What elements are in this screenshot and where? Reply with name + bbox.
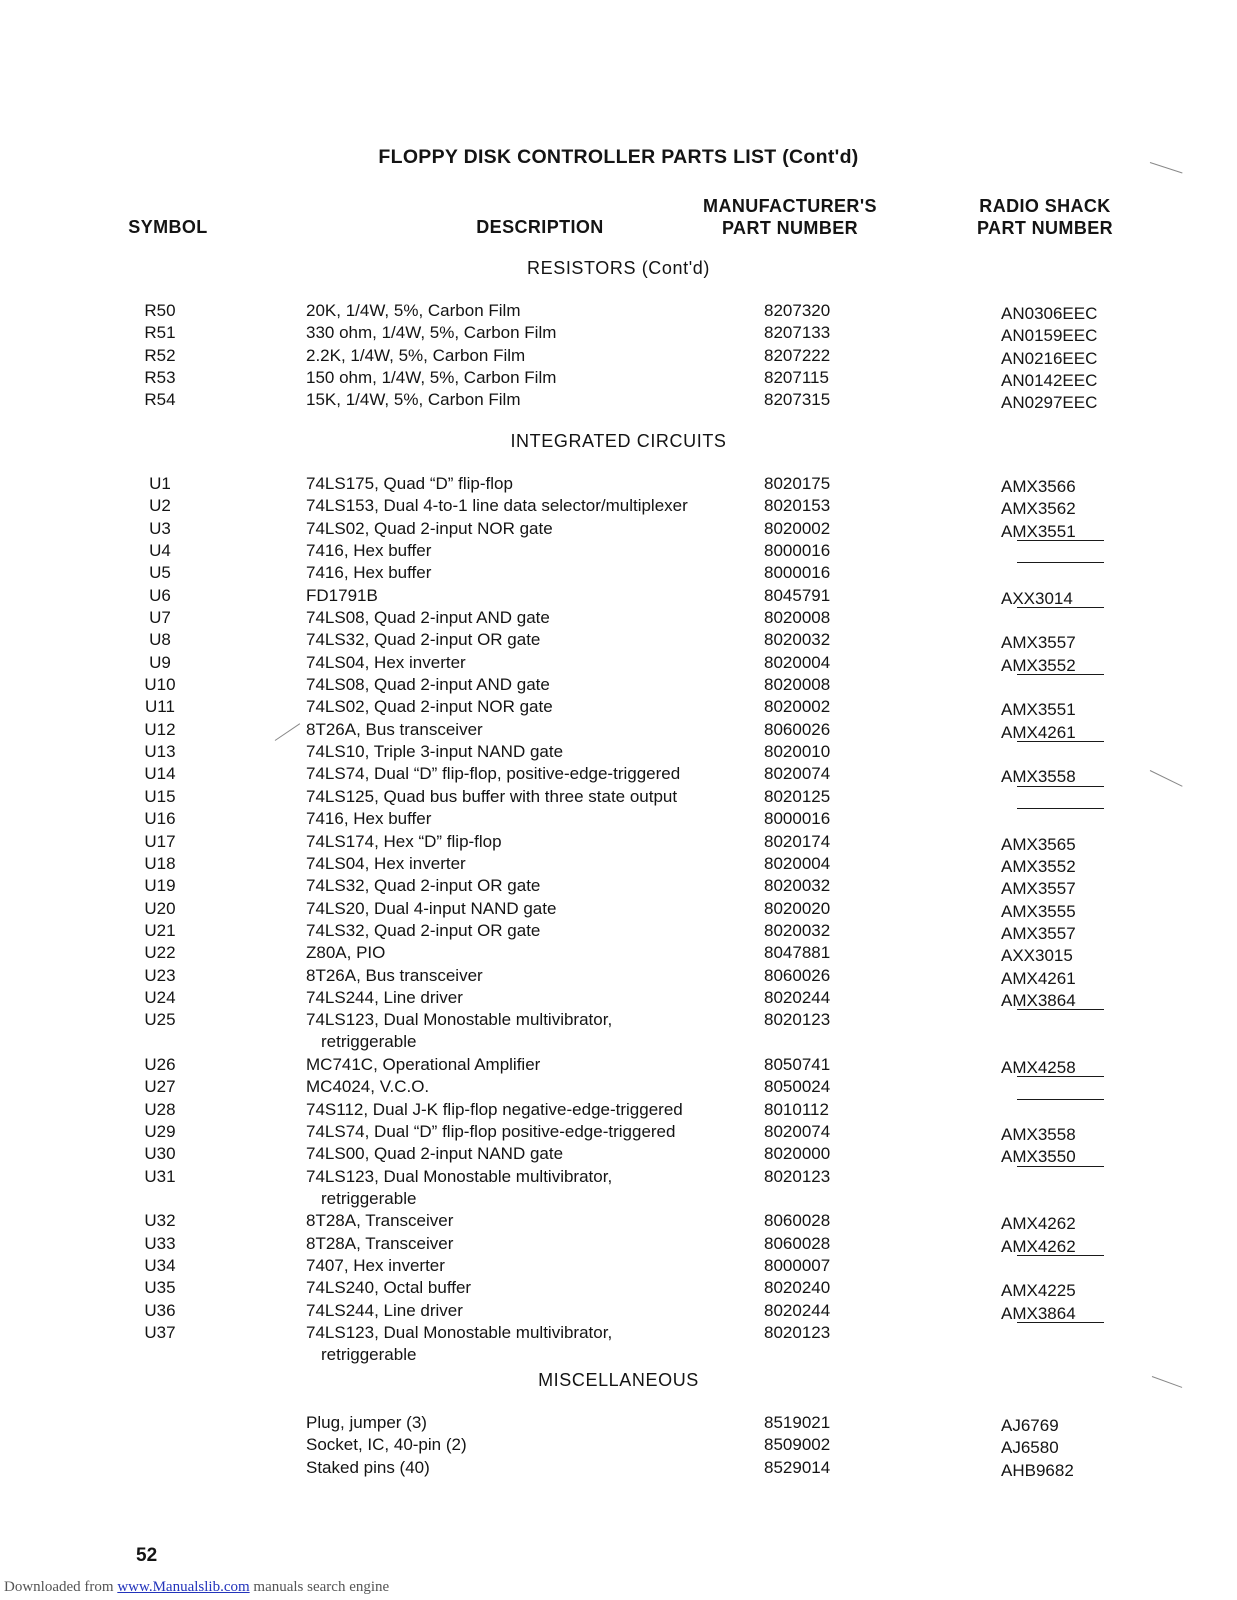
manufacturer-part-number: 8020174 xyxy=(764,831,831,851)
part-description-line: 150 ohm, 1/4W, 5%, Carbon Film xyxy=(306,368,557,388)
part-symbol: U7 xyxy=(149,608,171,628)
part-symbol: U2 xyxy=(149,496,171,516)
radio-shack-part-number: AMX3557 xyxy=(1001,633,1076,653)
manufacturer-part-number: 8020153 xyxy=(764,496,831,516)
part-symbol: U6 xyxy=(149,585,171,605)
no-part-number-dash xyxy=(1017,1076,1104,1077)
part-description-line: 7416, Hex buffer xyxy=(306,541,432,561)
radio-shack-part-number: AXX3015 xyxy=(1001,946,1073,966)
part-symbol: U8 xyxy=(149,630,171,650)
table-row xyxy=(0,719,1237,741)
part-symbol: U28 xyxy=(144,1099,176,1119)
no-part-number-dash xyxy=(1017,808,1104,809)
no-part-number-dash xyxy=(1017,562,1104,563)
manufacturer-part-number: 8020008 xyxy=(764,675,831,695)
manufacturer-part-number: 8020000 xyxy=(764,1144,831,1164)
manufacturer-part-number: 8020010 xyxy=(764,742,831,762)
part-symbol: U15 xyxy=(144,786,176,806)
part-description xyxy=(306,1412,427,1434)
part-description-line: 8T26A, Bus transceiver xyxy=(306,965,483,985)
part-description xyxy=(306,875,540,897)
column-header-description: DESCRIPTION xyxy=(476,217,604,237)
table-row xyxy=(0,1255,1237,1277)
radio-shack-part-number: AMX4261 xyxy=(1001,968,1076,988)
part-symbol: R54 xyxy=(144,390,176,410)
part-description-continuation: retriggerable xyxy=(321,1345,417,1365)
manufacturer-part-number: 8000016 xyxy=(764,809,831,829)
part-symbol: U22 xyxy=(144,943,176,963)
part-symbol: U21 xyxy=(144,920,176,940)
footer-suffix: manuals search engine xyxy=(249,1579,390,1595)
part-description xyxy=(306,1143,563,1165)
column-header-radio-shack-part-number xyxy=(960,195,1130,239)
radio-shack-part-number: AMX3558 xyxy=(1001,1124,1076,1144)
part-description-line: 74LS153, Dual 4-to-1 line data selector/multiplexer xyxy=(306,496,688,516)
manufacturer-part-number: 8509002 xyxy=(764,1435,831,1455)
part-symbol: U18 xyxy=(144,853,176,873)
manufacturer-part-number: 8060026 xyxy=(764,965,831,985)
radio-shack-part-number: AMX3550 xyxy=(1001,1147,1076,1167)
part-description xyxy=(306,1233,453,1255)
radio-shack-part-number: AMX3552 xyxy=(1001,856,1076,876)
part-description-line: 8T28A, Transceiver xyxy=(306,1233,454,1253)
part-description-line: 74LS10, Triple 3-input NAND gate xyxy=(306,742,564,762)
part-description-line: 15K, 1/4W, 5%, Carbon Film xyxy=(306,390,521,410)
part-description-line: 74LS174, Hex “D” flip-flop xyxy=(306,831,502,851)
part-description xyxy=(306,696,553,718)
manufacturer-part-number: 8020175 xyxy=(764,474,831,493)
manufacturer-part-number: 8020008 xyxy=(764,608,831,628)
part-description xyxy=(306,1457,430,1479)
table-row xyxy=(0,1076,1237,1098)
manufacturer-part-number: 8207133 xyxy=(764,323,831,343)
no-part-number-dash xyxy=(1017,1009,1104,1010)
column-header-rs-line1: RADIO SHACK xyxy=(979,196,1111,216)
part-symbol: U37 xyxy=(144,1323,176,1343)
no-part-number-dash xyxy=(1017,674,1104,675)
part-description-line: 74LS74, Dual “D” flip-flop positive-edge-triggered xyxy=(306,1121,676,1141)
manufacturer-part-number: 8060028 xyxy=(764,1233,831,1253)
radio-shack-part-number: AMX3552 xyxy=(1001,655,1076,675)
table-row xyxy=(0,629,1237,651)
parts-table-integrated-circuits xyxy=(0,473,1237,1367)
radio-shack-part-number: AMX3864 xyxy=(1001,1303,1076,1323)
part-description xyxy=(306,987,463,1009)
part-symbol: U13 xyxy=(144,742,176,762)
table-row xyxy=(0,763,1237,785)
part-description-line: 74LS32, Quad 2-input OR gate xyxy=(306,630,541,650)
manufacturer-part-number: 8020004 xyxy=(764,853,831,873)
radio-shack-part-number: AMX4262 xyxy=(1001,1236,1076,1256)
radio-shack-part-number: AMX4225 xyxy=(1001,1281,1076,1301)
part-description-line: Z80A, PIO xyxy=(306,943,386,963)
part-description-line: 7416, Hex buffer xyxy=(306,563,432,583)
manufacturer-part-number: 8207222 xyxy=(764,345,831,365)
table-row xyxy=(0,987,1237,1009)
table-row xyxy=(0,607,1237,629)
part-description-line: 74LS08, Quad 2-input AND gate xyxy=(306,675,550,695)
table-row xyxy=(0,322,1237,344)
part-description-line: 8T26A, Bus transceiver xyxy=(306,719,483,739)
table-row xyxy=(0,831,1237,853)
part-description xyxy=(306,345,525,367)
table-row xyxy=(0,518,1237,540)
part-description xyxy=(306,540,431,562)
part-description-line: 74LS20, Dual 4-input NAND gate xyxy=(306,898,557,918)
part-description xyxy=(306,741,563,763)
part-description xyxy=(306,607,550,629)
table-row xyxy=(0,1412,1237,1434)
radio-shack-part-number: AN0297EEC xyxy=(1001,393,1098,413)
section-heading-miscellaneous: MISCELLANEOUS xyxy=(538,1370,699,1390)
part-description-line: 74LS244, Line driver xyxy=(306,1300,463,1320)
table-row xyxy=(0,898,1237,920)
table-row xyxy=(0,540,1237,562)
radio-shack-part-number: AN0159EEC xyxy=(1001,326,1098,346)
radio-shack-part-number: AMX4258 xyxy=(1001,1057,1076,1077)
part-description xyxy=(306,763,680,785)
part-description xyxy=(306,1210,453,1232)
radio-shack-part-number: AMX3565 xyxy=(1001,834,1076,854)
part-description-line: 2.2K, 1/4W, 5%, Carbon Film xyxy=(306,345,526,365)
footer-link[interactable]: www.Manualslib.com xyxy=(117,1579,250,1595)
part-symbol: U20 xyxy=(144,898,176,918)
table-row xyxy=(0,300,1237,322)
no-part-number-dash xyxy=(1017,1099,1104,1100)
manufacturer-part-number: 8529014 xyxy=(764,1457,831,1477)
table-row xyxy=(0,696,1237,718)
part-description-line: 74LS123, Dual Monostable multivibrator, xyxy=(306,1010,613,1030)
part-symbol: U35 xyxy=(144,1278,176,1298)
part-description xyxy=(306,1121,675,1143)
part-description-line: Socket, IC, 40-pin (2) xyxy=(306,1435,467,1455)
no-part-number-dash xyxy=(1017,1322,1104,1323)
part-description-line: FD1791B xyxy=(306,585,378,605)
manufacturer-part-number: 8000007 xyxy=(764,1256,831,1276)
part-description-line: MC4024, V.C.O. xyxy=(306,1077,430,1097)
table-row xyxy=(0,808,1237,830)
table-row xyxy=(0,1009,1237,1054)
part-description-line: 74LS32, Quad 2-input OR gate xyxy=(306,876,541,896)
part-description xyxy=(306,389,520,411)
radio-shack-part-number: AN0142EEC xyxy=(1001,371,1098,391)
part-symbol: U36 xyxy=(144,1300,176,1320)
radio-shack-part-number: AMX4261 xyxy=(1001,722,1076,742)
part-symbol: U19 xyxy=(144,876,176,896)
part-description-line: 330 ohm, 1/4W, 5%, Carbon Film xyxy=(306,323,557,343)
table-row xyxy=(0,1434,1237,1456)
footer-prefix: Downloaded from xyxy=(4,1579,118,1595)
part-description xyxy=(306,831,502,853)
part-description xyxy=(306,1255,445,1277)
part-description-line: 7416, Hex buffer xyxy=(306,809,432,829)
table-row xyxy=(0,652,1237,674)
table-row xyxy=(0,1233,1237,1255)
part-description xyxy=(306,1166,612,1210)
part-symbol: U33 xyxy=(144,1233,176,1253)
manufacturer-part-number: 8020240 xyxy=(764,1278,831,1298)
table-row xyxy=(0,942,1237,964)
part-symbol: U3 xyxy=(149,518,171,538)
radio-shack-part-number: AMX4262 xyxy=(1001,1214,1076,1234)
manufacturer-part-number: 8020123 xyxy=(764,1166,831,1186)
manufacturer-part-number: 8020002 xyxy=(764,518,831,538)
parts-table-resistors xyxy=(0,300,1237,412)
part-symbol: U17 xyxy=(144,831,176,851)
manufacturer-part-number: 8050741 xyxy=(764,1054,831,1074)
no-part-number-dash xyxy=(1017,786,1104,787)
part-symbol: U34 xyxy=(144,1256,176,1276)
part-symbol: U11 xyxy=(145,697,175,717)
column-header-mfr-line1: MANUFACTURER'S xyxy=(703,196,877,216)
manufacturer-part-number: 8050024 xyxy=(764,1077,831,1097)
manufacturer-part-number: 8020074 xyxy=(764,1121,831,1141)
part-description-line: 74LS125, Quad bus buffer with three state output xyxy=(306,786,678,806)
part-symbol: U29 xyxy=(144,1121,176,1141)
manufacturer-part-number: 8020032 xyxy=(764,876,831,896)
part-description-continuation: retriggerable xyxy=(321,1032,417,1052)
part-description-line: MC741C, Operational Amplifier xyxy=(306,1054,541,1074)
manufacturer-part-number: 8020004 xyxy=(764,652,831,672)
part-symbol: U32 xyxy=(144,1211,176,1231)
table-row xyxy=(0,389,1237,411)
manufacturer-part-number: 8020020 xyxy=(764,898,831,918)
part-description xyxy=(306,965,483,987)
part-description xyxy=(306,1076,429,1098)
manufacturer-part-number: 8020074 xyxy=(764,764,831,784)
column-header-symbol: SYMBOL xyxy=(128,217,208,237)
table-row xyxy=(0,1277,1237,1299)
radio-shack-part-number: AHB9682 xyxy=(1001,1460,1074,1480)
table-row xyxy=(0,1099,1237,1121)
table-row xyxy=(0,473,1237,495)
table-row xyxy=(0,853,1237,875)
manufacturer-part-number: 8047881 xyxy=(764,943,831,963)
table-row xyxy=(0,1210,1237,1232)
section-heading-resistors: RESISTORS (Cont'd) xyxy=(527,258,710,278)
no-part-number-dash xyxy=(1017,1255,1104,1256)
part-description xyxy=(306,920,540,942)
part-symbol: U14 xyxy=(144,764,176,784)
part-description xyxy=(306,719,483,741)
radio-shack-part-number: AJ6580 xyxy=(1001,1438,1059,1458)
radio-shack-part-number: AXX3014 xyxy=(1001,588,1073,608)
parts-table-miscellaneous xyxy=(0,1412,1237,1479)
table-row xyxy=(0,562,1237,584)
part-symbol: U23 xyxy=(144,965,176,985)
part-description xyxy=(306,1300,463,1322)
manufacturer-part-number: 8519021 xyxy=(764,1413,831,1432)
radio-shack-part-number: AJ6769 xyxy=(1001,1416,1059,1435)
page-number: 52 xyxy=(136,1545,158,1566)
radio-shack-part-number: AMX3562 xyxy=(1001,499,1076,519)
part-description-line: 74LS244, Line driver xyxy=(306,987,463,1007)
part-description xyxy=(306,629,540,651)
part-description-line: Plug, jumper (3) xyxy=(306,1413,427,1432)
table-row xyxy=(0,1457,1237,1479)
part-description xyxy=(306,808,431,830)
manufacturer-part-number: 8060028 xyxy=(764,1211,831,1231)
radio-shack-part-number: AMX3557 xyxy=(1001,879,1076,899)
part-description xyxy=(306,1434,467,1456)
part-description xyxy=(306,674,550,696)
manufacturer-part-number: 8207320 xyxy=(764,301,831,320)
no-part-number-dash xyxy=(1017,540,1104,541)
part-description-line: 74LS175, Quad “D” flip-flop xyxy=(306,474,513,493)
part-symbol: U9 xyxy=(149,652,171,672)
part-symbol: U10 xyxy=(144,675,176,695)
part-description xyxy=(306,1009,612,1053)
table-row xyxy=(0,1143,1237,1165)
part-description-line: 74LS08, Quad 2-input AND gate xyxy=(306,608,550,628)
part-description-line: 20K, 1/4W, 5%, Carbon Film xyxy=(306,301,521,320)
part-symbol: U4 xyxy=(149,541,171,561)
table-row xyxy=(0,585,1237,607)
part-symbol: U31 xyxy=(144,1166,176,1186)
part-description xyxy=(306,367,556,389)
manufacturer-part-number: 8020123 xyxy=(764,1323,831,1343)
table-row xyxy=(0,1166,1237,1211)
part-description xyxy=(306,786,677,808)
part-symbol: R53 xyxy=(144,368,176,388)
part-description-line: Staked pins (40) xyxy=(306,1457,430,1477)
part-description xyxy=(306,585,378,607)
download-footer xyxy=(4,1579,389,1596)
table-row xyxy=(0,1322,1237,1367)
manufacturer-part-number: 8000016 xyxy=(764,563,831,583)
part-description-line: 74LS123, Dual Monostable multivibrator, xyxy=(306,1323,613,1343)
part-symbol: R51 xyxy=(144,323,176,343)
part-description xyxy=(306,300,520,322)
part-symbol: U30 xyxy=(144,1144,176,1164)
radio-shack-part-number: AMX3551 xyxy=(1001,521,1076,541)
column-header-mfr-line2: PART NUMBER xyxy=(721,218,859,238)
part-symbol: U1 xyxy=(149,474,171,493)
part-description xyxy=(306,1099,683,1121)
column-header-manufacturer-part-number xyxy=(690,195,890,239)
part-description-line: 74LS74, Dual “D” flip-flop, positive-edge-triggered xyxy=(306,764,681,784)
manufacturer-part-number: 8020244 xyxy=(764,1300,831,1320)
part-description-line: 74LS123, Dual Monostable multivibrator, xyxy=(306,1166,613,1186)
manufacturer-part-number: 8020032 xyxy=(764,920,831,940)
part-description xyxy=(306,1322,612,1366)
part-description-line: 74LS00, Quad 2-input NAND gate xyxy=(306,1144,564,1164)
manufacturer-part-number: 8020002 xyxy=(764,697,831,717)
part-description-line: 74LS02, Quad 2-input NOR gate xyxy=(306,518,553,538)
table-row xyxy=(0,345,1237,367)
part-description xyxy=(306,473,513,495)
radio-shack-part-number: AN0216EEC xyxy=(1001,348,1098,368)
part-symbol: U26 xyxy=(144,1054,176,1074)
part-symbol: R50 xyxy=(144,301,176,320)
manufacturer-part-number: 8207115 xyxy=(764,368,829,388)
table-row xyxy=(0,1054,1237,1076)
part-description xyxy=(306,562,431,584)
table-row xyxy=(0,786,1237,808)
table-row xyxy=(0,367,1237,389)
manufacturer-part-number: 8000016 xyxy=(764,541,831,561)
part-symbol: U25 xyxy=(144,1010,176,1030)
table-row xyxy=(0,741,1237,763)
part-description xyxy=(306,322,556,344)
part-description xyxy=(306,518,553,540)
table-row xyxy=(0,965,1237,987)
part-description xyxy=(306,652,466,674)
manufacturer-part-number: 8020244 xyxy=(764,987,831,1007)
radio-shack-part-number: AMX3557 xyxy=(1001,923,1076,943)
table-row xyxy=(0,674,1237,696)
table-row xyxy=(0,875,1237,897)
manufacturer-part-number: 8207315 xyxy=(764,390,831,410)
manufacturer-part-number: 8060026 xyxy=(764,719,831,739)
radio-shack-part-number: AMX3558 xyxy=(1001,767,1076,787)
table-row xyxy=(0,1300,1237,1322)
part-description-line: 7407, Hex inverter xyxy=(306,1256,445,1276)
manufacturer-part-number: 8020125 xyxy=(764,786,831,806)
radio-shack-part-number: AMX3555 xyxy=(1001,901,1076,921)
radio-shack-part-number: AMX3864 xyxy=(1001,990,1076,1010)
section-heading-integrated-circuits: INTEGRATED CIRCUITS xyxy=(510,431,727,451)
part-description-line: 74LS04, Hex inverter xyxy=(306,652,466,672)
manufacturer-part-number: 8020123 xyxy=(764,1010,831,1030)
no-part-number-dash xyxy=(1017,607,1104,608)
part-description-line: 74S112, Dual J-K flip-flop negative-edge-triggered xyxy=(306,1099,683,1119)
part-symbol: U12 xyxy=(144,719,176,739)
part-description xyxy=(306,495,688,517)
part-symbol: U27 xyxy=(144,1077,176,1097)
part-description-line: 74LS04, Hex inverter xyxy=(306,853,466,873)
table-row xyxy=(0,1121,1237,1143)
part-description xyxy=(306,942,385,964)
no-part-number-dash xyxy=(1017,741,1104,742)
page-title: FLOPPY DISK CONTROLLER PARTS LIST (Cont'd) xyxy=(378,146,859,168)
column-header-rs-line2: PART NUMBER xyxy=(976,218,1114,238)
part-description-line: 74LS240, Octal buffer xyxy=(306,1278,472,1298)
radio-shack-part-number: AN0306EEC xyxy=(1001,304,1098,323)
part-description-continuation: retriggerable xyxy=(321,1188,417,1208)
part-description-line: 74LS32, Quad 2-input OR gate xyxy=(306,920,541,940)
part-description xyxy=(306,853,466,875)
part-description xyxy=(306,1277,471,1299)
part-description xyxy=(306,898,556,920)
part-description-line: 8T28A, Transceiver xyxy=(306,1211,454,1231)
table-row xyxy=(0,495,1237,517)
manufacturer-part-number: 8010112 xyxy=(764,1099,829,1119)
radio-shack-part-number: AMX3551 xyxy=(1001,700,1076,720)
table-row xyxy=(0,920,1237,942)
part-symbol: U24 xyxy=(144,987,176,1007)
radio-shack-part-number: AMX3566 xyxy=(1001,477,1076,496)
part-symbol: U16 xyxy=(144,809,176,829)
manufacturer-part-number: 8020032 xyxy=(764,630,831,650)
no-part-number-dash xyxy=(1017,1166,1104,1167)
manufacturer-part-number: 8045791 xyxy=(764,585,831,605)
part-symbol: U5 xyxy=(149,563,171,583)
part-description-line: 74LS02, Quad 2-input NOR gate xyxy=(306,697,553,717)
part-symbol: R52 xyxy=(144,345,176,365)
part-description xyxy=(306,1054,540,1076)
